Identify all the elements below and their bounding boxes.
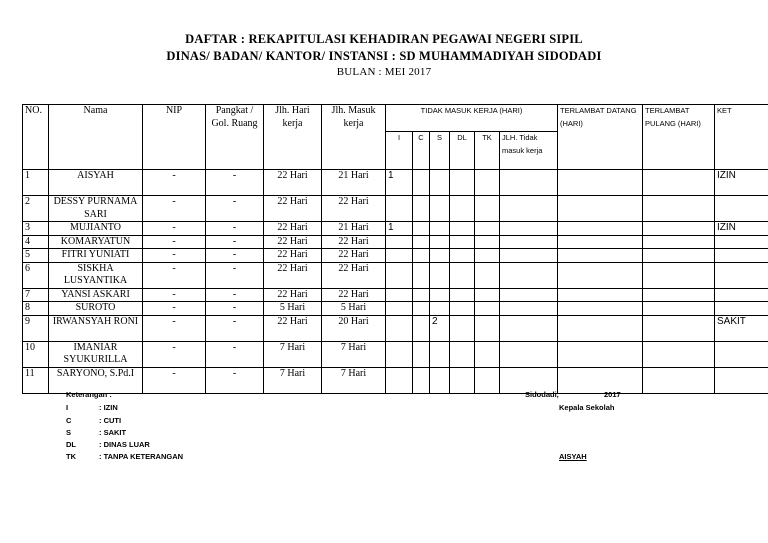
row-jlh-masuk: 21 Hari [322, 170, 386, 196]
row-s: 2 [430, 315, 450, 341]
table-row [23, 315, 768, 341]
row-terlambat-datang [558, 341, 643, 367]
row-no: 10 [23, 341, 49, 367]
row-s [430, 196, 450, 222]
table-row [23, 288, 768, 302]
row-c [413, 196, 430, 222]
row-ket [715, 249, 768, 263]
row-terlambat-datang [558, 288, 643, 302]
row-nama: FITRI YUNIATI [49, 249, 143, 263]
row-jlh-hari: 22 Hari [264, 170, 322, 196]
col-header-jlh-tidak: JLH. Tidak masuk kerja [500, 132, 558, 170]
row-dl [450, 262, 475, 288]
table-row [23, 262, 768, 288]
row-pangkat: - [206, 341, 264, 367]
row-no: 9 [23, 315, 49, 341]
table-row [23, 249, 768, 263]
row-pangkat: - [206, 235, 264, 249]
row-nama: DESSY PURNAMA SARI [49, 196, 143, 222]
row-jlh-masuk: 20 Hari [322, 315, 386, 341]
row-i [386, 302, 413, 316]
row-i [386, 262, 413, 288]
header-row [23, 105, 768, 132]
row-no: 1 [23, 170, 49, 196]
row-dl [450, 315, 475, 341]
row-c [413, 302, 430, 316]
row-dl [450, 341, 475, 367]
institution-line: DINAS/ BADAN/ KANTOR/ INSTANSI : SD MUHAMMADIYAH SIDODADI [166, 49, 602, 63]
signature-role: Kepala Sekolah [559, 403, 615, 412]
row-jlh-tidak [500, 222, 558, 236]
row-jlh-masuk: 21 Hari [322, 222, 386, 236]
col-header-no: NO. [23, 105, 49, 170]
row-terlambat-datang [558, 315, 643, 341]
table-row [23, 341, 768, 367]
row-ket: SAKIT [715, 315, 768, 341]
row-nip: - [143, 288, 206, 302]
row-c [413, 262, 430, 288]
row-no: 3 [23, 222, 49, 236]
row-jlh-hari: 22 Hari [264, 288, 322, 302]
row-nama: SISKHA LUSYANTIKA [49, 262, 143, 288]
row-nip: - [143, 262, 206, 288]
legend-desc-c: : CUTI [99, 416, 122, 425]
legend-desc-tk: : TANPA KETERANGAN [99, 452, 184, 461]
row-s [430, 170, 450, 196]
row-terlambat-pulang [643, 196, 715, 222]
row-dl [450, 367, 475, 393]
row-tk [475, 262, 500, 288]
row-jlh-hari: 22 Hari [264, 235, 322, 249]
col-header-tidak-masuk: TIDAK MASUK KERJA (HARI) [386, 105, 558, 132]
row-nama: YANSI ASKARI [49, 288, 143, 302]
row-terlambat-datang [558, 222, 643, 236]
row-tk [475, 170, 500, 196]
table-row [23, 170, 768, 196]
row-ket [715, 288, 768, 302]
row-terlambat-pulang [643, 341, 715, 367]
row-s [430, 222, 450, 236]
row-tk [475, 367, 500, 393]
attendance-table [22, 104, 768, 394]
row-dl [450, 249, 475, 263]
row-terlambat-datang [558, 302, 643, 316]
row-jlh-tidak [500, 302, 558, 316]
row-pangkat: - [206, 249, 264, 263]
row-jlh-masuk: 22 Hari [322, 262, 386, 288]
row-jlh-masuk: 7 Hari [322, 367, 386, 393]
legend-code-s: S [66, 428, 72, 437]
row-jlh-tidak [500, 249, 558, 263]
row-c [413, 235, 430, 249]
row-jlh-masuk: 22 Hari [322, 249, 386, 263]
legend-desc-dl: : DINAS LUAR [99, 440, 150, 449]
row-c [413, 367, 430, 393]
row-terlambat-datang [558, 235, 643, 249]
row-jlh-tidak [500, 315, 558, 341]
row-terlambat-pulang [643, 367, 715, 393]
table-row [23, 196, 768, 222]
row-pangkat: - [206, 315, 264, 341]
row-jlh-tidak [500, 196, 558, 222]
row-tk [475, 288, 500, 302]
row-jlh-hari: 22 Hari [264, 249, 322, 263]
row-terlambat-datang [558, 367, 643, 393]
col-header-tk: TK [475, 132, 500, 170]
row-nama: IRWANSYAH RONI [49, 315, 143, 341]
row-jlh-hari: 7 Hari [264, 367, 322, 393]
row-nama: MUJIANTO [49, 222, 143, 236]
row-s [430, 235, 450, 249]
col-header-jlh-masuk: Jlh. Masuk kerja [322, 105, 386, 170]
row-jlh-hari: 5 Hari [264, 302, 322, 316]
row-jlh-masuk: 5 Hari [322, 302, 386, 316]
legend-code-dl: DL [66, 440, 76, 449]
col-header-pangkat: Pangkat / Gol. Ruang [206, 105, 264, 170]
row-nip: - [143, 302, 206, 316]
row-jlh-masuk: 7 Hari [322, 341, 386, 367]
row-ket [715, 196, 768, 222]
legend-title: Keterangan : [66, 390, 112, 399]
row-ket [715, 235, 768, 249]
row-ket: IZIN [715, 170, 768, 196]
row-i [386, 288, 413, 302]
row-pangkat: - [206, 288, 264, 302]
col-header-jlh-hari: Jlh. Hari kerja [264, 105, 322, 170]
col-header-dl: DL [450, 132, 475, 170]
row-i [386, 235, 413, 249]
row-s [430, 249, 450, 263]
row-i: 1 [386, 170, 413, 196]
row-c [413, 222, 430, 236]
row-dl [450, 235, 475, 249]
row-terlambat-pulang [643, 222, 715, 236]
row-pangkat: - [206, 302, 264, 316]
row-terlambat-pulang [643, 262, 715, 288]
row-jlh-tidak [500, 262, 558, 288]
row-tk [475, 196, 500, 222]
row-dl [450, 222, 475, 236]
row-terlambat-datang [558, 262, 643, 288]
row-c [413, 288, 430, 302]
col-header-terlambat-pulang: TERLAMBAT PULANG (HARI) [643, 105, 715, 170]
row-nama: SUROTO [49, 302, 143, 316]
row-terlambat-pulang [643, 235, 715, 249]
row-no: 6 [23, 262, 49, 288]
row-c [413, 315, 430, 341]
table-row [23, 235, 768, 249]
signature-year: 2017 [604, 390, 621, 399]
row-nama: IMANIAR SYUKURILLA [49, 341, 143, 367]
row-nip: - [143, 196, 206, 222]
row-i [386, 315, 413, 341]
row-no: 11 [23, 367, 49, 393]
row-terlambat-datang [558, 249, 643, 263]
row-terlambat-pulang [643, 288, 715, 302]
row-s [430, 367, 450, 393]
row-jlh-hari: 22 Hari [264, 315, 322, 341]
row-ket [715, 367, 768, 393]
row-i [386, 196, 413, 222]
row-ket: IZIN [715, 222, 768, 236]
row-ket [715, 341, 768, 367]
row-i [386, 341, 413, 367]
row-dl [450, 302, 475, 316]
row-jlh-masuk: 22 Hari [322, 235, 386, 249]
row-terlambat-datang [558, 196, 643, 222]
table-row [23, 222, 768, 236]
row-no: 8 [23, 302, 49, 316]
row-jlh-tidak [500, 235, 558, 249]
col-header-i: I [386, 132, 413, 170]
row-c [413, 341, 430, 367]
row-terlambat-pulang [643, 315, 715, 341]
col-header-nama: Nama [49, 105, 143, 170]
row-dl [450, 196, 475, 222]
row-no: 5 [23, 249, 49, 263]
row-no: 2 [23, 196, 49, 222]
row-nama: SARYONO, S.Pd.I [49, 367, 143, 393]
table-row [23, 302, 768, 316]
signature-place: Sidodadi, [525, 390, 559, 399]
row-jlh-hari: 22 Hari [264, 262, 322, 288]
row-ket [715, 302, 768, 316]
row-nip: - [143, 249, 206, 263]
row-c [413, 170, 430, 196]
row-tk [475, 302, 500, 316]
row-nip: - [143, 341, 206, 367]
row-tk [475, 222, 500, 236]
row-nip: - [143, 170, 206, 196]
row-terlambat-pulang [643, 170, 715, 196]
row-nip: - [143, 315, 206, 341]
legend-desc-s: : SAKIT [99, 428, 127, 437]
row-jlh-hari: 7 Hari [264, 341, 322, 367]
row-tk [475, 235, 500, 249]
row-tk [475, 315, 500, 341]
row-pangkat: - [206, 262, 264, 288]
row-nip: - [143, 367, 206, 393]
document-title: DAFTAR : REKAPITULASI KEHADIRAN PEGAWAI NEGERI SIPIL [185, 32, 583, 46]
row-jlh-tidak [500, 288, 558, 302]
row-pangkat: - [206, 367, 264, 393]
col-header-s: S [430, 132, 450, 170]
row-c [413, 249, 430, 263]
month-line: BULAN : MEI 2017 [336, 66, 432, 78]
row-s [430, 262, 450, 288]
row-jlh-masuk: 22 Hari [322, 288, 386, 302]
col-header-c: C [413, 132, 430, 170]
row-dl [450, 170, 475, 196]
row-pangkat: - [206, 222, 264, 236]
row-jlh-tidak [500, 341, 558, 367]
row-s [430, 341, 450, 367]
row-terlambat-pulang [643, 249, 715, 263]
col-header-ket: KET [715, 105, 768, 170]
col-header-terlambat-datang: TERLAMBAT DATANG (HARI) [558, 105, 643, 170]
row-i: 1 [386, 222, 413, 236]
row-ket [715, 262, 768, 288]
row-nip: - [143, 222, 206, 236]
row-no: 7 [23, 288, 49, 302]
legend-code-i: I [66, 403, 69, 412]
row-tk [475, 249, 500, 263]
row-nama: KOMARYATUN [49, 235, 143, 249]
row-i [386, 367, 413, 393]
row-pangkat: - [206, 196, 264, 222]
row-jlh-hari: 22 Hari [264, 222, 322, 236]
row-pangkat: - [206, 170, 264, 196]
col-header-nip: NIP [143, 105, 206, 170]
row-i [386, 249, 413, 263]
signature-name: AISYAH [559, 452, 587, 461]
row-dl [450, 288, 475, 302]
row-jlh-masuk: 22 Hari [322, 196, 386, 222]
row-terlambat-pulang [643, 302, 715, 316]
row-s [430, 288, 450, 302]
row-tk [475, 341, 500, 367]
row-no: 4 [23, 235, 49, 249]
legend-code-c: C [66, 416, 72, 425]
legend-code-tk: TK [66, 452, 76, 461]
row-nip: - [143, 235, 206, 249]
row-terlambat-datang [558, 170, 643, 196]
row-nama: AISYAH [49, 170, 143, 196]
table-row [23, 367, 768, 393]
row-s [430, 302, 450, 316]
row-jlh-hari: 22 Hari [264, 196, 322, 222]
legend-desc-i: : IZIN [99, 403, 118, 412]
row-jlh-tidak [500, 170, 558, 196]
